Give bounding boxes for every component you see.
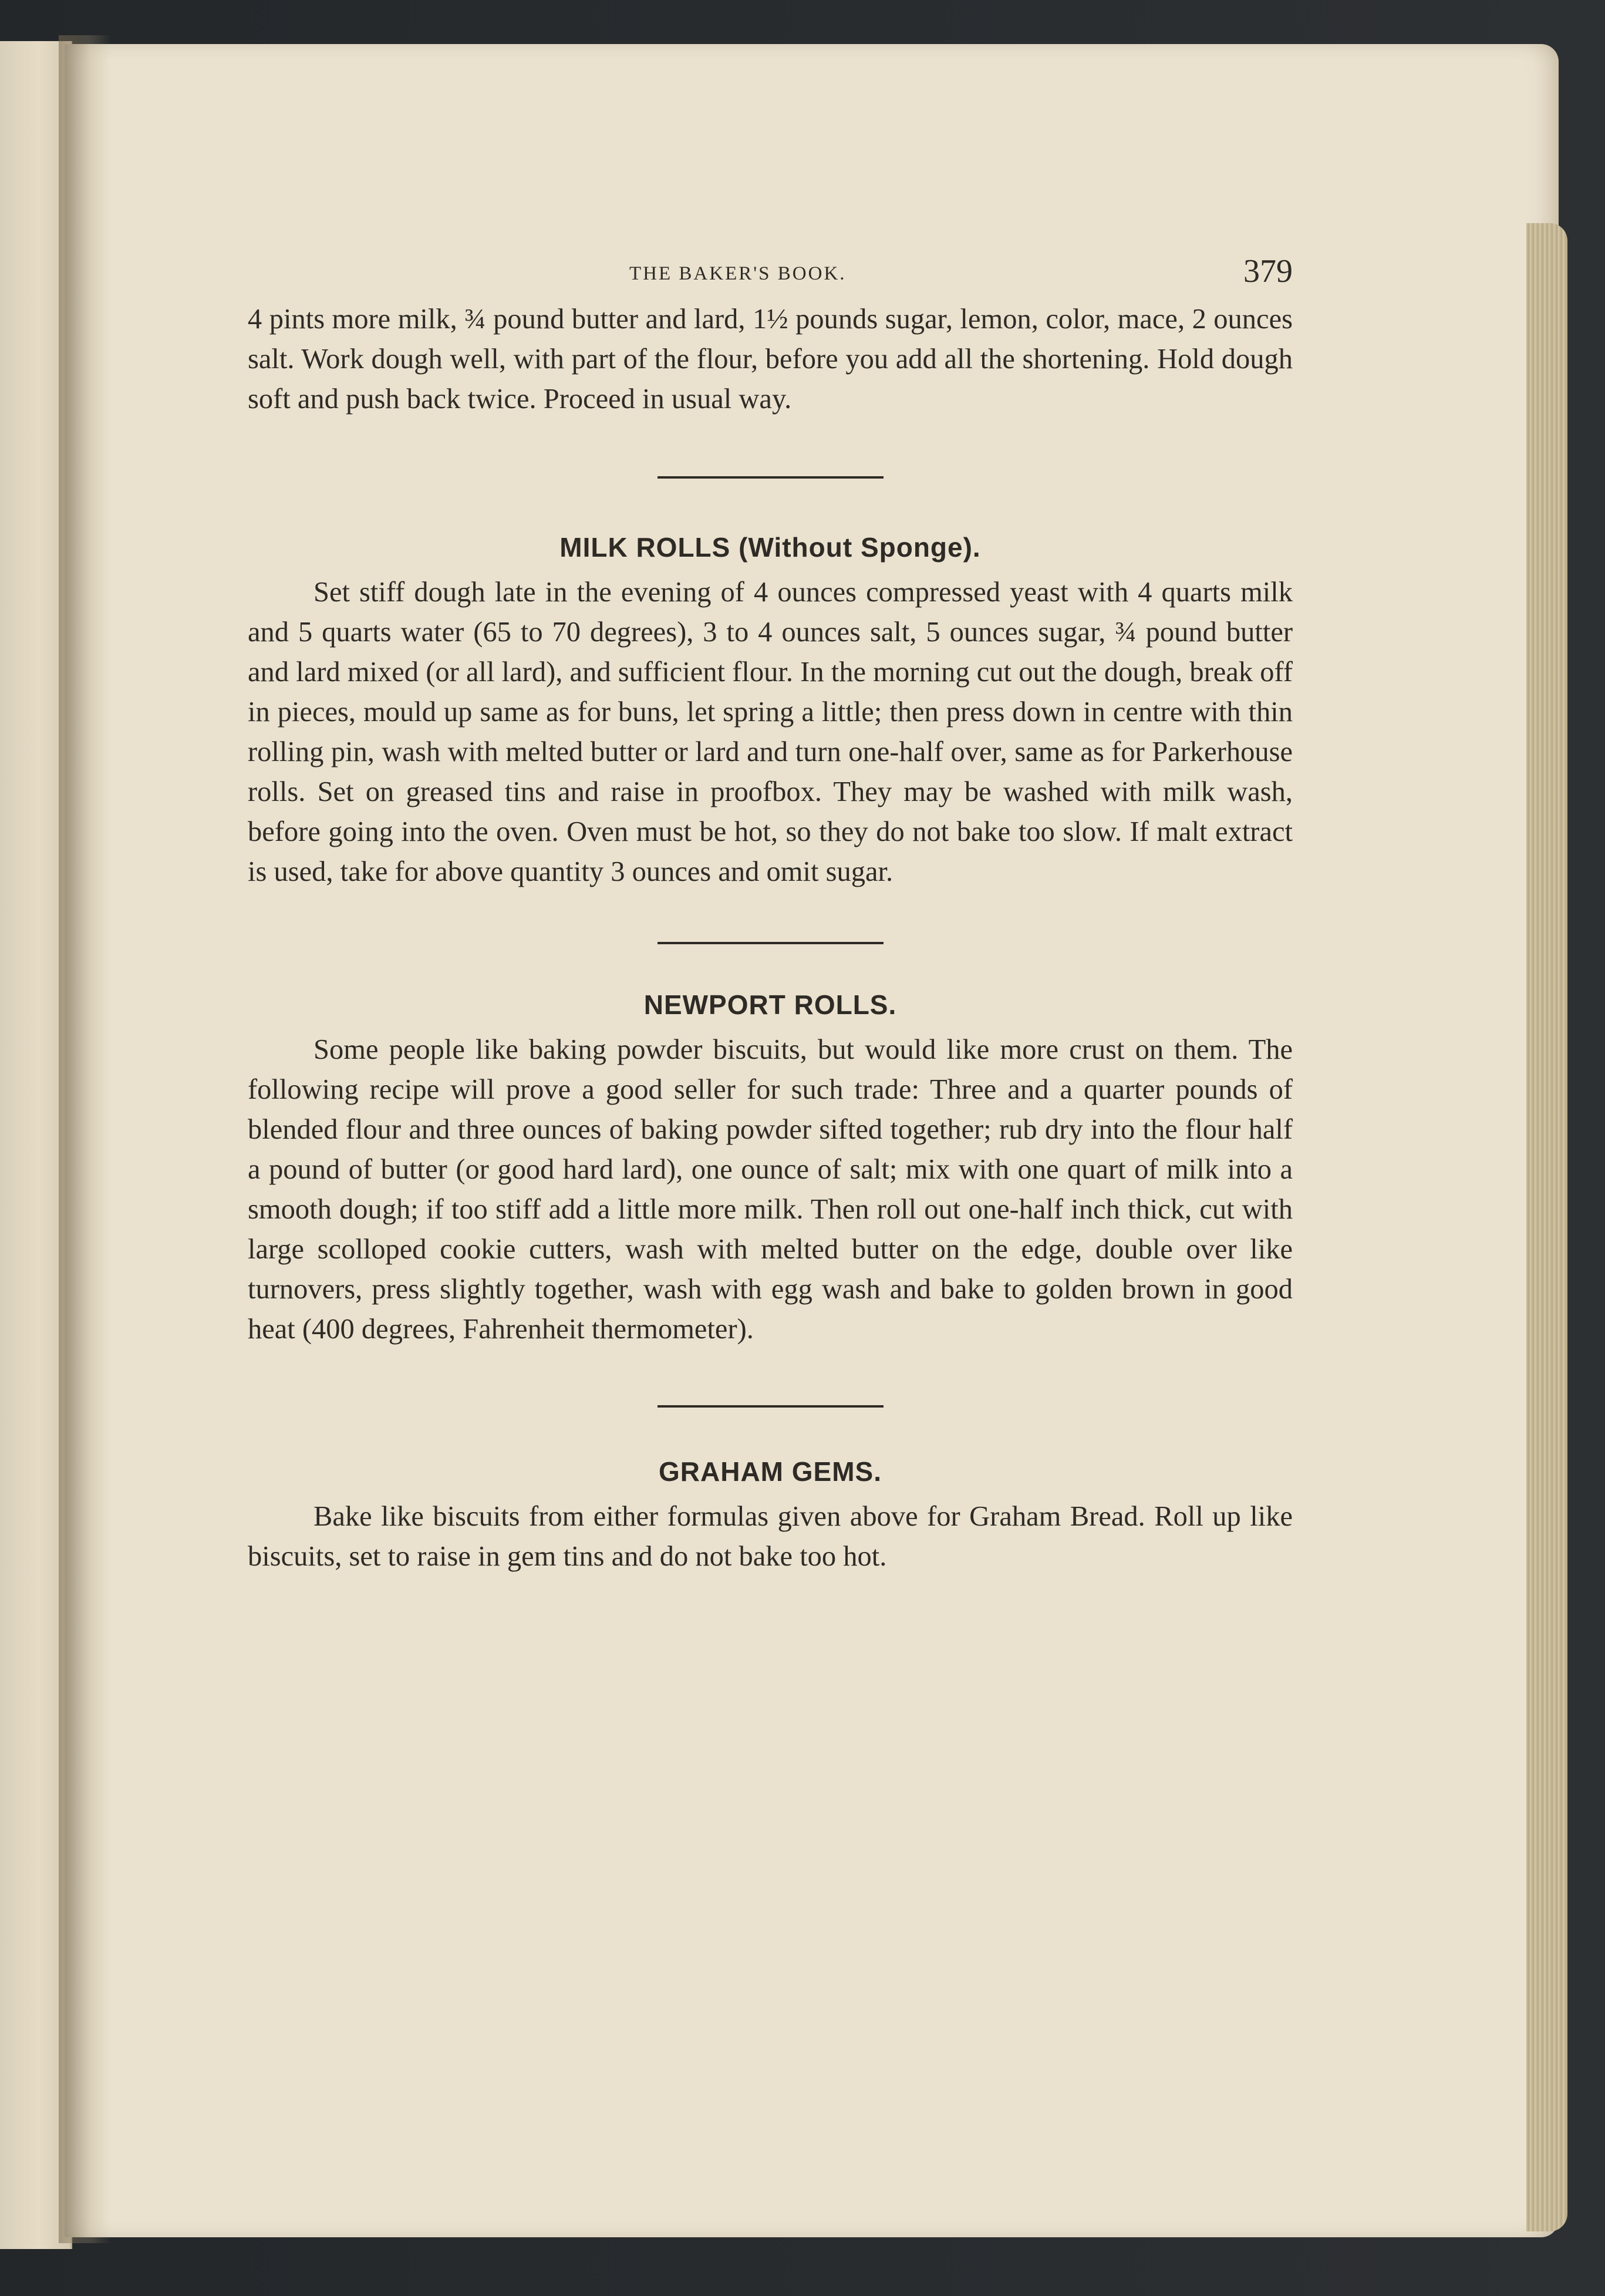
running-title: THE BAKER'S BOOK. [629,263,847,284]
graham-gems-body: Bake like biscuits from either formulas given above for Graham Bread. Roll up like biscuits, set to raise in gem tins and do not bake too hot. [248,1501,1293,1572]
running-head [248,253,1293,294]
milk-rolls-body: Set stiff dough late in the evening of 4 ounces compressed yeast with 4 quarts milk and 5 quarts water (65 to 70 degrees), 3 to 4 ounces salt, 5 ounces sugar, ¾ pound butter and lard mixed (or all lard), and sufficient flour. In the morning cut out the dough, break off in pieces, mould up same as for buns, let spring a little; then press down in centre with thin rolling pin, wash with melted butter or lard and turn one-half over, same as for Parkerhouse rolls. Set on greased tins and raise in proofbox. They may be washed with milk wash, before going into the oven. Oven must be hot, so they do not bake too slow. If malt extract is used, take for above quantity 3 ounces and omit sugar. [248,577,1293,887]
page-gutter-shadow [59,35,112,2243]
page-stack-edge [1526,223,1567,2231]
section-divider [657,942,884,944]
section-divider [657,476,884,479]
newport-rolls-heading: NEWPORT ROLLS. [643,989,897,1020]
milk-rolls-heading: MILK ROLLS (Without Sponge). [559,532,981,563]
graham-gems-heading: GRAHAM GEMS. [659,1456,882,1487]
page-number: 379 [1243,253,1293,289]
page-text [248,253,1293,1577]
intro-paragraph: 4 pints more milk, ¾ pound butter and lard, 1½ pounds sugar, lemon, color, mace, 2 ounces salt. Work dough well, with part of the flour, before you add all the shortening. Hold dough soft and push back twice. Proceed in usual way. [248,304,1293,415]
section-divider [657,1405,884,1408]
newport-rolls-body: Some people like baking powder biscuits, but would like more crust on them. The following recipe will prove a good seller for such trade: Three and a quarter pounds of blended flour and three ounces of baking powder sifted together; rub dry into the flour half a pound of butter (or good hard lard), one ounce of salt; mix with one quart of milk into a smooth dough; if too stiff add a little more milk. Then roll out one-half inch thick, cut with large scolloped cookie cutters, wash with melted butter on the edge, double over like turnovers, press slightly together, wash with egg wash and bake to golden brown in good heat (400 degrees, Fahrenheit thermometer). [248,1034,1293,1345]
